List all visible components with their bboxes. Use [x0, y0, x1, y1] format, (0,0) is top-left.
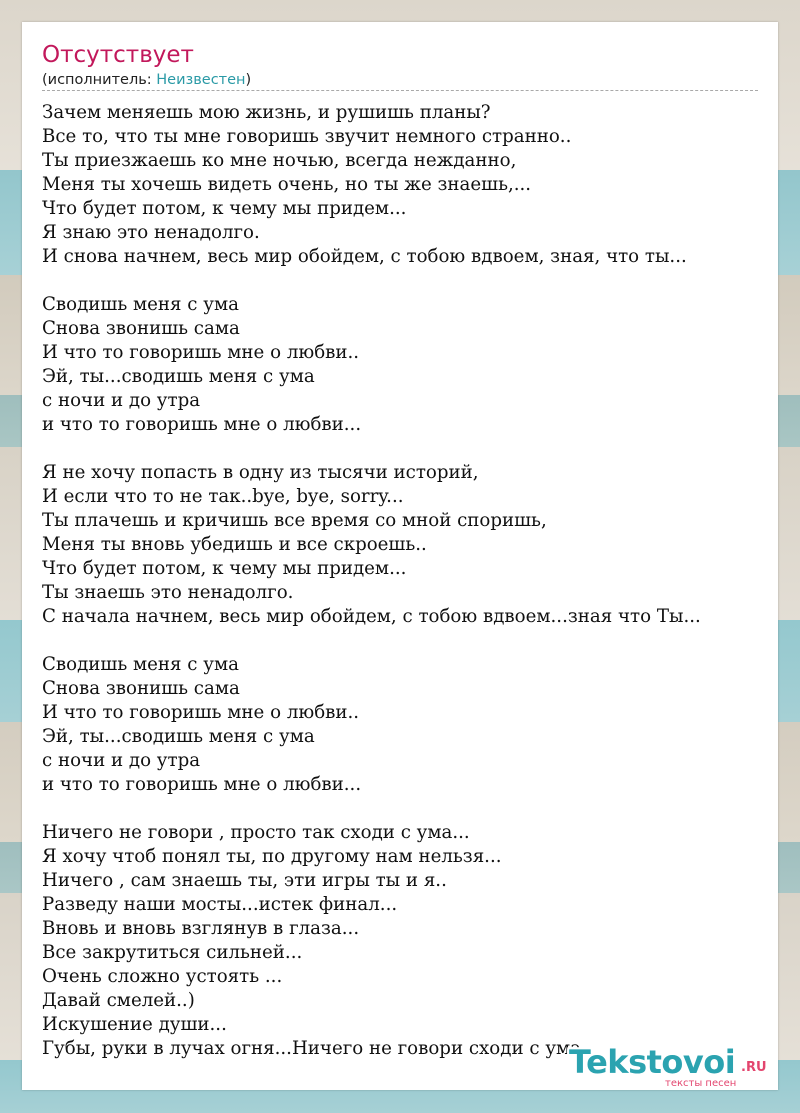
logo-tagline: тексты песен [665, 1078, 737, 1089]
lyric-line: Очень сложно устоять ... [42, 966, 283, 987]
lyric-line: Снова звонишь сама [42, 318, 240, 339]
lyric-line: и что то говоришь мне о любви... [42, 414, 362, 435]
lyric-line: Ты плачешь и кричишь все время со мной споришь, [42, 510, 547, 531]
performer-prefix: (исполнитель: [42, 72, 157, 88]
logo-wordmark: Tekstovoi [569, 1043, 736, 1081]
lyric-line: Сводишь меня с ума [42, 654, 239, 675]
lyric-line: Зачем меняешь мою жизнь, и рушишь планы? [42, 102, 491, 123]
stanza-gap [42, 629, 772, 653]
site-logo[interactable] [569, 1043, 774, 1089]
song-title: Отсутствует [42, 42, 194, 68]
lyric-line: Меня ты хочешь видеть очень, но ты же знаешь,... [42, 174, 532, 195]
lyric-line: с ночи и до утра [42, 390, 201, 411]
lyric-line: с ночи и до утра [42, 750, 201, 771]
lyric-line: И что то говоришь мне о любви.. [42, 702, 360, 723]
lyric-line: Все то, что ты мне говоришь звучит немного странно.. [42, 126, 572, 147]
bridge [42, 821, 772, 1061]
lyric-line: С начала начнем, весь мир обойдем, с тобою вдвоем...зная что Ты... [42, 606, 701, 627]
stanza-gap [42, 269, 772, 293]
performer-line [42, 71, 251, 89]
lyric-line: и что то говоришь мне о любви... [42, 774, 362, 795]
lyric-line: Снова звонишь сама [42, 678, 240, 699]
lyric-line: Я хочу чтоб понял ты, по другому нам нельзя... [42, 846, 502, 867]
chorus-2 [42, 653, 772, 797]
lyric-line: Все закрутиться сильней... [42, 942, 303, 963]
header-divider [42, 90, 758, 91]
performer-link[interactable]: Неизвестен [156, 72, 246, 88]
lyric-line: Я не хочу попасть в одну из тысячи историй, [42, 462, 479, 483]
lyric-line: Искушение души... [42, 1014, 227, 1035]
performer-suffix: ) [245, 72, 252, 88]
lyric-line: Эй, ты...сводишь меня с ума [42, 366, 315, 387]
lyric-line: Давай смелей..) [42, 990, 195, 1011]
lyric-line: Эй, ты...сводишь меня с ума [42, 726, 315, 747]
lyric-line: Что будет потом, к чему мы придем... [42, 558, 407, 579]
verse-2 [42, 461, 772, 629]
lyric-line: Что будет потом, к чему мы придем... [42, 198, 407, 219]
lyric-line: Меня ты вновь убедишь и все скроешь.. [42, 534, 427, 555]
lyric-line: Ты знаешь это ненадолго. [42, 582, 294, 603]
logo-tld: .RU [741, 1060, 767, 1075]
lyric-line: Сводишь меня с ума [42, 294, 239, 315]
lyric-line: И снова начнем, весь мир обойдем, с тобою вдвоем, зная, что ты... [42, 246, 687, 267]
lyric-line: Ты приезжаешь ко мне ночью, всегда нежданно, [42, 150, 517, 171]
lyric-line: Разведу наши мосты...истек финал... [42, 894, 398, 915]
chorus-1 [42, 293, 772, 437]
lyric-line: Ничего , сам знаешь ты, эти игры ты и я.. [42, 870, 447, 891]
verse-1 [42, 101, 772, 269]
lyrics-card [22, 22, 778, 1090]
lyric-line: Ничего не говори , просто так сходи с ума... [42, 822, 470, 843]
lyric-line: И что то говоришь мне о любви.. [42, 342, 360, 363]
lyric-line: И если что то не так..bye, bye, sorry... [42, 486, 404, 507]
lyric-line: Я знаю это ненадолго. [42, 222, 260, 243]
lyric-line: Губы, руки в лучах огня...Ничего не говори сходи с ума [42, 1038, 582, 1059]
lyric-line: Вновь и вновь взглянув в глаза... [42, 918, 360, 939]
stanza-gap [42, 437, 772, 461]
lyrics-text [42, 101, 772, 1061]
stanza-gap [42, 797, 772, 821]
